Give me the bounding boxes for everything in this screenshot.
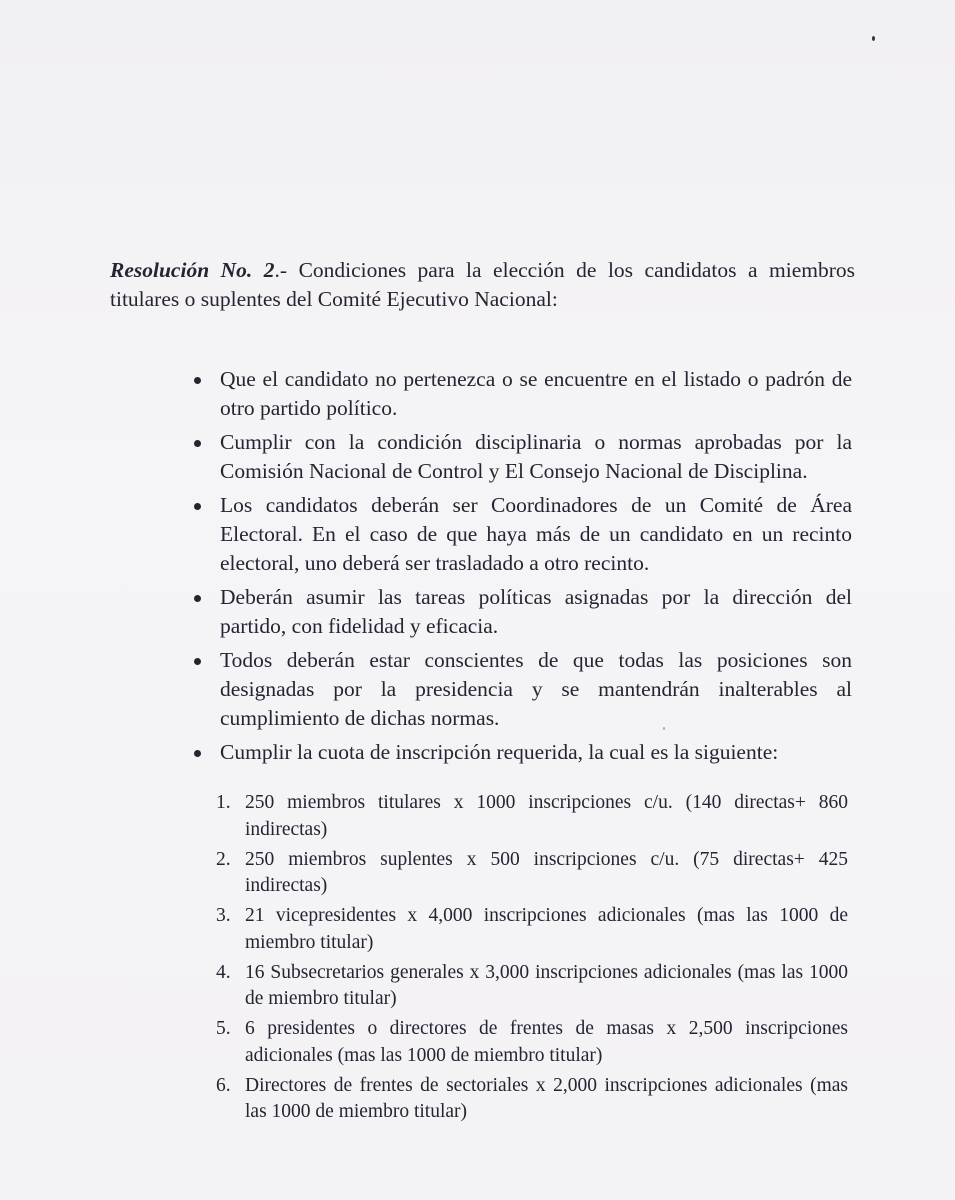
item-number: 2. <box>216 848 231 870</box>
item-number: 4. <box>216 961 231 983</box>
list-item <box>216 790 848 843</box>
item-number: 1. <box>216 792 231 813</box>
bullet-icon <box>194 658 201 665</box>
list-item <box>216 1073 848 1126</box>
bullet-icon <box>194 377 201 384</box>
condition-text: Todos deberán estar conscientes de que todas las posiciones son designadas por la presidencia y se mantendrán inalterables al cumplimiento de dichas normas. <box>220 648 852 730</box>
list-item <box>216 960 848 1013</box>
quota-text: 6 presidentes o directores de frentes de masas x 2,500 inscripciones adicionales (mas las 1000 de miembro titular) <box>245 1018 848 1066</box>
resolution-label: Resolución No. 2 <box>110 258 275 282</box>
item-number: 5. <box>216 1018 231 1039</box>
item-number: 6. <box>216 1074 231 1096</box>
bullet-icon <box>194 750 201 757</box>
condition-text: Que el candidato no pertenezca o se encuentre en el listado o padrón de otro partido político. <box>220 367 852 420</box>
condition-text: Cumplir con la condición disciplinaria o normas aprobadas por la Comisión Nacional de Control y El Consejo Nacional de Disciplina. <box>220 430 852 483</box>
quota-list <box>216 790 848 1129</box>
list-item <box>220 583 852 641</box>
conditions-list <box>220 365 852 772</box>
list-item <box>216 847 848 900</box>
condition-text: Cumplir la cuota de inscripción requerida, la cual es la siguiente: <box>220 740 779 764</box>
list-item <box>220 365 852 423</box>
quota-text: Directores de frentes de sectoriales x 2,000 inscripciones adicionales (mas las 1000 de miembro titular) <box>245 1074 848 1122</box>
item-number: 3. <box>216 905 231 926</box>
list-item <box>220 428 852 486</box>
quota-text: 16 Subsecretarios generales x 3,000 inscripciones adicionales (mas las 1000 de miembro titular) <box>245 961 848 1009</box>
list-item <box>216 1016 848 1069</box>
list-item <box>216 903 848 956</box>
resolution-text: .- Condiciones para la elección de los candidatos a miembros titulares o suplentes del Comité Ejecutivo Nacional: <box>110 258 855 311</box>
quota-text: 250 miembros suplentes x 500 inscripciones c/u. (75 directas+ 425 indirectas) <box>245 848 848 896</box>
resolution-heading <box>110 256 855 314</box>
bullet-icon <box>194 440 201 447</box>
paper-speck <box>872 36 875 41</box>
quota-text: 250 miembros titulares x 1000 inscripciones c/u. (140 directas+ 860 indirectas) <box>245 792 848 840</box>
condition-text: Deberán asumir las tareas políticas asignadas por la dirección del partido, con fidelidad y eficacia. <box>220 585 852 638</box>
condition-text: Los candidatos deberán ser Coordinadores de un Comité de Área Electoral. En el caso de que haya más de un candidato en un recinto electoral, uno deberá ser trasladado a otro recinto. <box>220 493 852 575</box>
list-item <box>220 646 852 733</box>
list-item <box>220 738 852 767</box>
bullet-icon <box>194 503 201 510</box>
bullet-icon <box>194 595 201 602</box>
list-item <box>220 491 852 578</box>
quota-text: 21 vicepresidentes x 4,000 inscripciones adicionales (mas las 1000 de miembro titular) <box>245 905 848 953</box>
